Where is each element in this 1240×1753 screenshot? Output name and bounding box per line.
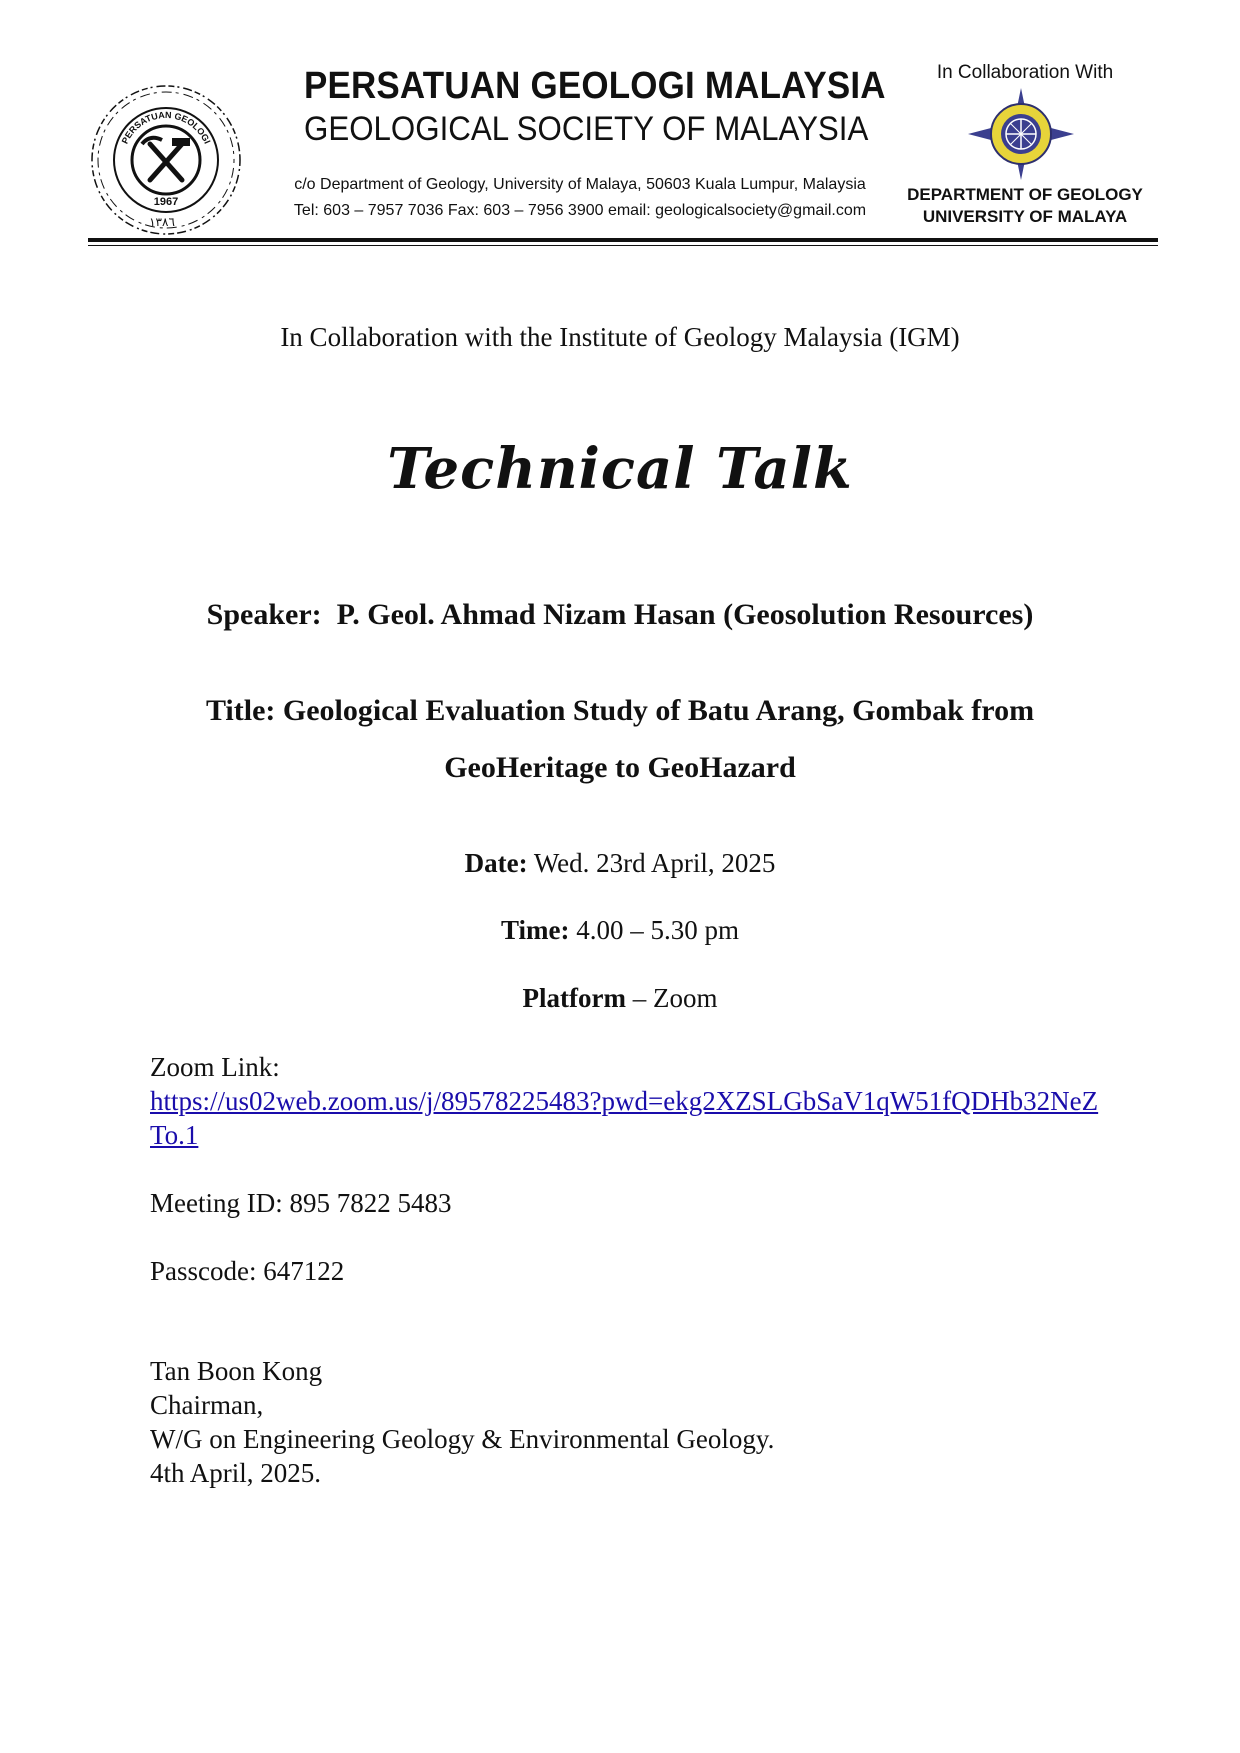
collaboration-label: In Collaboration With [936,62,1114,83]
header-divider [88,238,1158,242]
talk-title-line [150,682,1090,796]
geological-society-seal-icon [86,80,246,240]
time-line [0,915,1240,946]
organization-block [280,64,886,224]
platform-label: Platform [522,983,626,1013]
organization-address: c/o Department of Geology, University of Malaya, 50603 Kuala Lumpur, Malaysia [294,176,866,193]
signatory-group: W/G on Engineering Geology & Environmental Geology. [150,1424,775,1454]
organization-contact: Tel: 603 – 7957 7036 Fax: 603 – 7956 3900 email: geologicalsociety@gmail.com [293,202,867,219]
organization-name-malay: PERSATUAN GEOLOGI MALAYSIA [304,65,886,107]
university-of-malaya-crest-icon [966,86,1076,182]
zoom-link[interactable]: https://us02web.zoom.us/j/89578225483?pwd=ekg2XZSLGbSaV1qW51fQDHb32NeZTo.1 [150,1086,1099,1150]
signature-date: 4th April, 2025. [150,1458,322,1488]
date-value: Wed. 23rd April, 2025 [533,848,776,878]
department-line-2: UNIVERSITY OF MALAYA [922,207,1128,226]
signatory-name: Tan Boon Kong [150,1356,323,1386]
date-line [0,848,1240,879]
speaker-label: Speaker: [206,598,322,631]
signature-block [150,1354,1110,1490]
talk-heading: Technical Talk [387,436,853,502]
speaker-line [0,598,1240,632]
department-line-1: DEPARTMENT OF GEOLOGY [907,185,1143,204]
svg-text:١٣٨٦: ١٣٨٦ [149,215,175,229]
speaker-value: P. Geol. Ahmad Nizam Hasan (Geosolution Resources) [336,598,1034,631]
collaboration-line: In Collaboration with the Institute of Geology Malaysia (IGM) [280,322,960,352]
passcode: Passcode: 647122 [150,1256,345,1286]
signatory-role: Chairman, [150,1390,264,1420]
zoom-link-label: Zoom Link: [150,1052,280,1082]
svg-text:1967: 1967 [153,196,179,208]
platform-line [0,983,1240,1014]
time-value: 4.00 – 5.30 pm [576,915,739,945]
header-divider-thin [88,245,1158,246]
department-name [880,184,1170,228]
platform-value: – Zoom [632,983,718,1013]
organization-name-english: GEOLOGICAL SOCIETY OF MALAYSIA [304,110,869,148]
time-label: Time: [500,915,570,945]
title-label: Title: [205,694,276,727]
date-label: Date: [464,848,528,878]
title-value: Geological Evaluation Study of Batu Arang, Gombak from GeoHeritage to GeoHazard [282,694,1035,784]
svg-text:PERSATUAN GEOLOGI: PERSATUAN GEOLOGI [119,109,213,146]
meeting-id: Meeting ID: 895 7822 5483 [150,1188,452,1218]
